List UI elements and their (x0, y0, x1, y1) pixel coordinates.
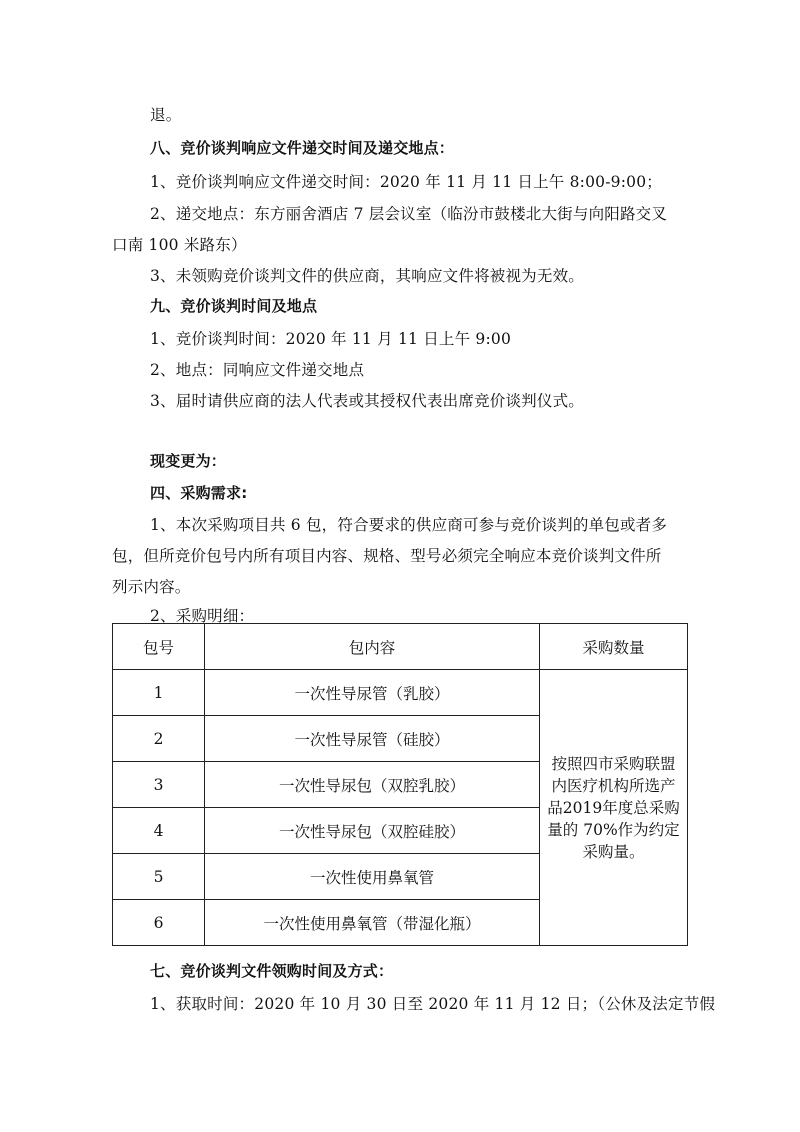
procurement-table (112, 623, 688, 946)
paragraph-line: 3、届时请供应商的法人代表或其授权代表出席竞价谈判仪式。 (150, 392, 584, 410)
cell-package-no: 5 (113, 854, 205, 900)
cell-package-content: 一次性导尿管（硅胶） (205, 716, 540, 762)
paragraph-line: 1、本次采购项目共 6 包，符合要求的供应商可参与竞价谈判的单包或者多 (150, 516, 668, 534)
cell-package-content: 一次性使用鼻氧管 (205, 854, 540, 900)
paragraph-line: 2、地点：同响应文件递交地点 (150, 361, 365, 379)
paragraph-line: 列示内容。 (112, 578, 191, 596)
paragraph-line: 3、未领购竞价谈判文件的供应商，其响应文件将被视为无效。 (150, 267, 584, 285)
section-heading-4: 四、采购需求: (150, 484, 248, 502)
paragraph-line: 口南 100 米路东） (112, 236, 247, 254)
section-heading-8: 八、竞价谈判响应文件递交时间及递交地点： (150, 139, 455, 157)
cell-package-content: 一次性导尿包（双腔硅胶） (205, 808, 540, 854)
cell-package-no: 4 (113, 808, 205, 854)
cell-quantity: 按照四市采购联盟内医疗机构所选产品2019年度总采购量的 70%作为约定采购量。 (540, 670, 688, 946)
paragraph-line: 1、获取时间：2020 年 10 月 30 日至 2020 年 11 月 12 日；（公休及法定节假 (150, 995, 716, 1013)
paragraph-line: 包，但所竞价包号内所有项目内容、规格、型号必须完全响应本竞价谈判文件所 (112, 547, 662, 565)
section-heading-7: 七、竞价谈判文件领购时间及方式： (150, 962, 394, 980)
paragraph-line: 2、递交地点：东方丽舍酒店 7 层会议室（临汾市鼓楼北大街与向阳路交叉 (150, 205, 668, 223)
section-heading-9: 九、竞价谈判时间及地点 (150, 297, 318, 315)
cell-package-content: 一次性导尿管（乳胶） (205, 670, 540, 716)
paragraph-line: 1、竞价谈判响应文件递交时间：2020 年 11 月 11 日上午 8:00-9:00； (150, 173, 662, 191)
table-header-row (113, 624, 688, 670)
cell-package-content: 一次性导尿包（双腔乳胶） (205, 762, 540, 808)
cell-package-no: 1 (113, 670, 205, 716)
paragraph-line: 2、采购明细： (150, 607, 255, 625)
change-notice-heading: 现变更为： (150, 452, 227, 470)
header-package-content: 包内容 (205, 624, 540, 670)
header-quantity: 采购数量 (540, 624, 688, 670)
cell-package-content: 一次性使用鼻氧管（带湿化瓶） (205, 900, 540, 946)
header-package-no: 包号 (113, 624, 205, 670)
paragraph-line: 1、竞价谈判时间：2020 年 11 月 11 日上午 9:00 (150, 330, 512, 348)
paragraph-line: 退。 (150, 106, 182, 124)
cell-package-no: 2 (113, 716, 205, 762)
cell-package-no: 3 (113, 762, 205, 808)
cell-package-no: 6 (113, 900, 205, 946)
table-row (113, 670, 688, 716)
